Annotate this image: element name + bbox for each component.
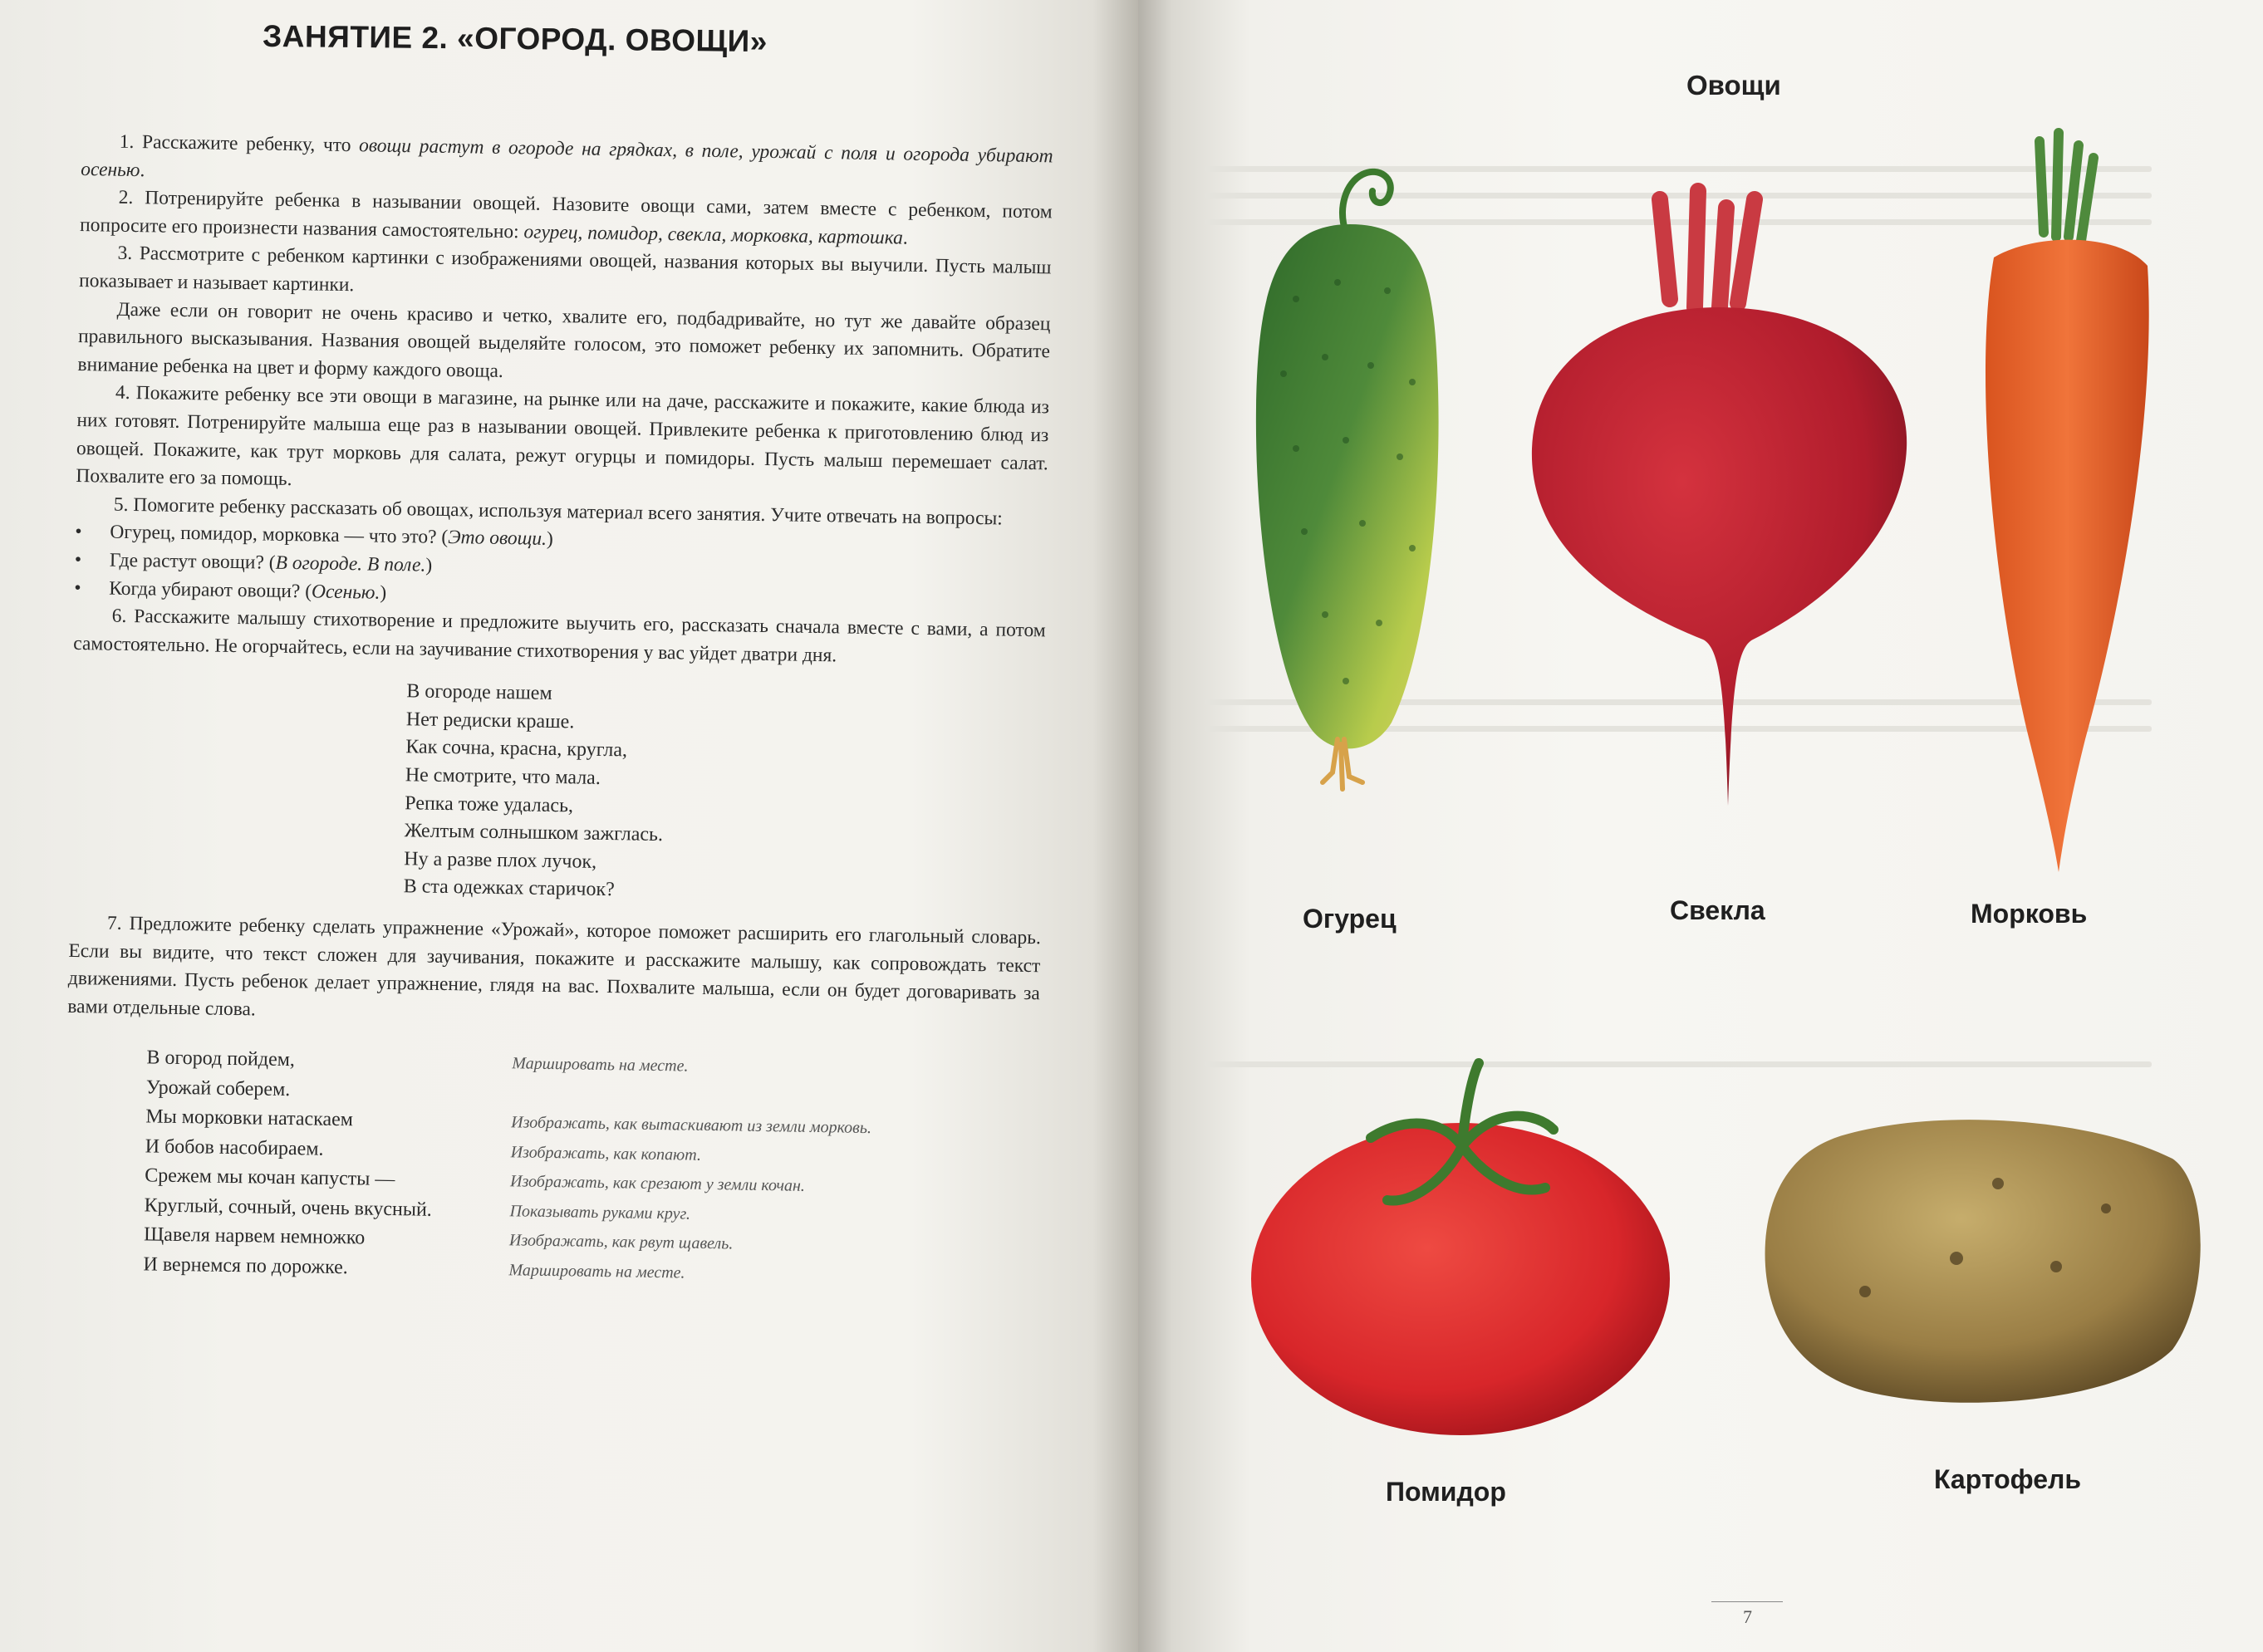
poem-line: В огороде нашем [406,680,552,705]
beet-label: Свекла [1670,895,1765,925]
poem-line: Репка тоже удалась, [405,792,574,817]
page-number: 7 [1743,1606,1752,1627]
potato-image [1757,1109,2214,1416]
exercise-line: Урожай соберем. [145,1076,291,1101]
potato-label: Картофель [1934,1464,2082,1494]
page-number-rule [1711,1601,1783,1602]
question-item: • Когда убирают овощи? (Осенью.) [74,574,1046,617]
poem-line: Желтым солнышком зажглась. [404,820,664,846]
question-item: • Где растут овощи? (В огороде. В поле.) [75,547,1047,590]
instructions-text [63,128,1053,1294]
paragraph-5: 5. Помогите ребенку рассказать об овощах, используя материал всего занятия. Учите отвечать на вопросы: [113,493,1004,530]
paragraph-4: 4. Покажите ребенку все эти овощи в магазине, на рынке или на даче, расскажите и покажите, какие блюда из них готовят. Потренируйте малыша еще раз в назывании овощей. Привлеките ребенка к приготовлению блюд из овощей. Покажите, как трут морковь для салата, режут огурцы и помидоры. Пусть малыш перемешает салат. Похвалите его за помощь. [76,382,1050,491]
tomato-image [1246,1055,1678,1445]
exercise-action: Показывать руками круг. [509,1202,691,1223]
carrot-image [1961,125,2160,889]
poem-line: Нет редиски краше. [405,708,575,733]
paragraph-1: 1. Расскажите ребенку, что овощи растут в огороде на грядках, в поле, урожай с поля и огорода убирают осенью. [81,130,1053,181]
lesson-title: ЗАНЯТИЕ 2. «ОГОРОД. ОВОЩИ» [262,18,768,59]
paragraph-6: 6. Расскажите малышу стихотворение и предложите выучить его, рассказать сначала вместе с вами, а потом самостоятельно. Не огорчайтесь, если на заучивание стихотворения у вас уйдет дватри дня. [73,605,1046,667]
exercise-line: Мы морковки натаскаем [145,1105,354,1131]
exercise-line: И вернемся по дорожке. [143,1253,349,1279]
paragraph-2: 2. Потренируйте ребенка в назывании овощей. Назовите овощи сами, затем вместе с ребенком, потом попросите его произнести названия самостоятельно: огурец, помидор, свекла, морковка, картошка. [79,186,1053,249]
exercise-line: В огород пойдем, [146,1047,296,1071]
cucumber-image [1246,158,1454,806]
paragraph-3-continued: Даже если он говорит не очень красиво и четко, хвалите его, подбадривайте, но тут же давайте образец правильного высказывания. Названия овощей выделяйте голосом, это поможет ребенку их запомнить. Обратите внимание ребенка на цвет и форму каждого овоща. [77,298,1051,382]
poem-line: Не смотрите, что мала. [405,764,601,789]
paragraph-7: 7. Предложите ребенку сделать упражнение «Урожай», которое поможет расширить его глагольный словарь. Если вы видите, что текст сложен для заучивания, покажите и расскажите малышу, как сопровождать текст движениями. Пусть ребенок делает упражнение, глядя на вас. Похвалите малыша, если он будет договаривать за вами отдельные слова. [67,912,1042,1021]
exercise-action: Маршировать на месте. [512,1054,689,1076]
exercise-line: Срежем мы кочан капусты — [144,1164,395,1191]
paragraph-3: 3. Рассмотрите с ребенком картинки с изображениями овощей, названия которых вы выучили. Пусть малыш показывает и называет картинки. [78,243,1052,297]
exercise-line: Круглый, сочный, очень вкусный. [144,1194,432,1221]
carrot-label: Морковь [1971,899,2088,929]
exercise-table [143,1044,1038,1294]
cucumber-label: Огурец [1303,904,1397,934]
beet-image [1520,174,1919,822]
question-list [74,518,1047,617]
exercise-action: Изображать, как срезают у земли кочан. [509,1172,806,1196]
poem-line: Как сочна, красна, кругла, [405,736,628,762]
exercise-line: Щавеля нарвем немножко [143,1223,366,1249]
exercise-action: Изображать, как рвут щавель. [508,1231,734,1253]
poem-line: Ну а разве плох лучок, [404,848,597,873]
exercise-action: Маршировать на месте. [508,1261,685,1282]
poem [403,679,1044,912]
vegetables-title: Овощи [1686,70,1781,100]
poem-line: В ста одежках старичок? [403,875,615,901]
tomato-label: Помидор [1386,1477,1506,1507]
exercise-action: Изображать, как копают. [510,1143,702,1164]
exercise-action: Изображать, как вытаскивают из земли морковь. [511,1113,872,1138]
exercise-line: И бобов насобираем. [145,1135,324,1160]
question-item: • Огурец, помидор, морковка — что это? (Это овощи.) [75,518,1047,561]
